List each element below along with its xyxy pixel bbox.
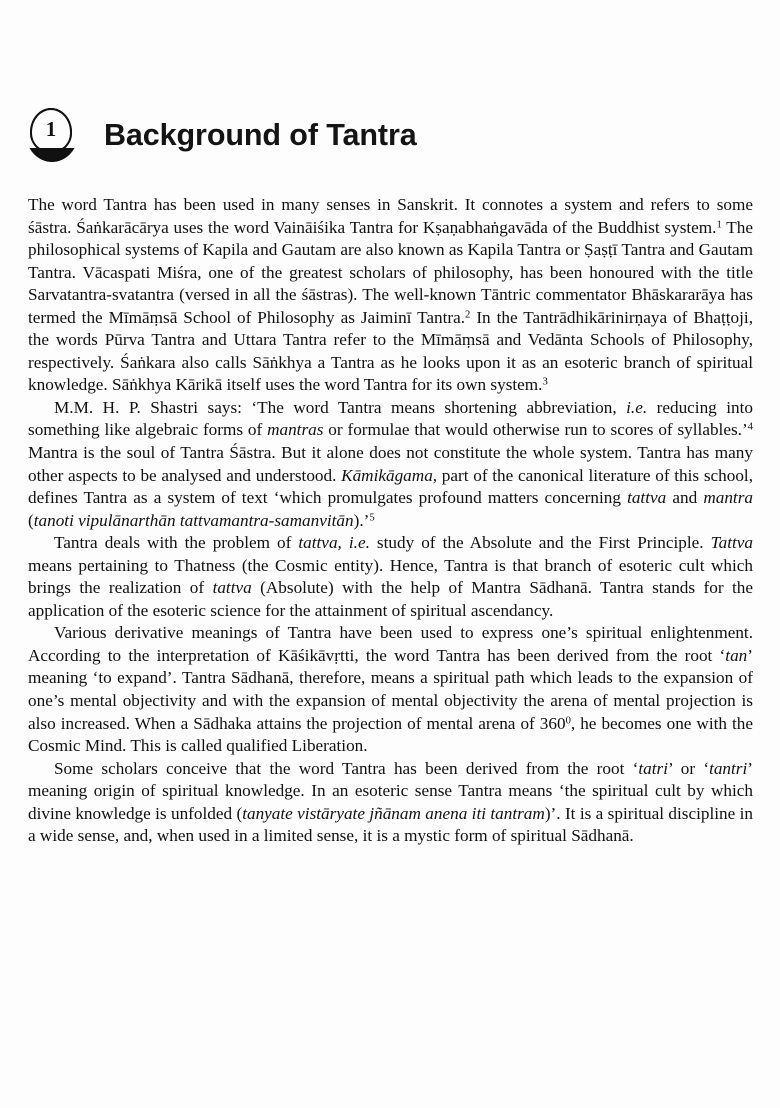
paragraph-3: Tantra deals with the problem of tattva, i.e. study of the Absolute and the First Principle. Tattva means pertaining to Thatness (the Cosmic entity). Hence, Tantra is that branch of esoteric cult which brings the realization of tattva (Absolute) with the help of Mantra Sādhanā. Tantra stands for the application of the esoteric science for the attainment of spiritual ascendancy.	[28, 533, 753, 620]
paragraph-5: Some scholars conceive that the word Tantra has been derived from the root ‘tatri’ or ‘tantri’ meaning origin of spiritual knowledge. In an esoteric sense Tantra means ‘the spiritual cult by which divine knowledge is unfolded (tanyate vistāryate jñānam anena iti tantram)’. It is a spiritual discipline in a wide sense, and, when used in a limited sense, it is a mystic form of spiritual Sādhanā.	[28, 758, 753, 846]
paragraph-1: The word Tantra has been used in many senses in Sanskrit. It connotes a system and refers to some śāstra. Śaṅkarācārya uses the word Vaināiśika Tantra for Kṣaṇabhaṅgavāda of the Buddhist system.$^1$ The philosophical systems of Kapila and Gautam are also known as Kapila Tantra or Ṣaṣṭī Tantra and Gautam Tantra. Vācaspati Miśra, one of the greatest scholars of philosophy, has been honoured with the title Sarvatantra-svatantra (versed in all the śāstras). The well-known Tāntric commentator Bhāskararāya has termed the Mīmāṃsā School of Philosophy as Jaiminī Tantra.$^2$ In the Tantrādhikārinirṇaya of Bhaṭṭoji, the words Pūrva Tantra and Uttara Tantra refer to the Mīmāṃsā and Vedānta Schools of Philosophy, respectively. Śaṅkara also calls Sāṅkhya a Tantra as he looks upon it as an esoteric branch of spiritual knowledge. Sāṅkhya Kārikā itself uses the word Tantra for its own system.$^3$	[28, 195, 753, 395]
paragraph-4: Various derivative meanings of Tantra have been used to express one’s spiritual enlightenment. According to the interpretation of Kāśikāvṛtti, the word Tantra has been derived from the root ‘tan’ meaning ‘to expand’. Tantra Sādhanā, therefore, means a spiritual path which leads to the expansion of one’s mental objectivity and with the expansion of mental objectivity the arena of mental projection is also increased. When a Sādhaka attains the projection of mental arena of $360^0$, he becomes one with the Cosmic Mind. This is called qualified Liberation.	[28, 623, 754, 756]
chapter-number-badge	[26, 107, 78, 163]
paragraph-2: M.M. H. P. Shastri says: ‘The word Tantra means shortening abbreviation, i.e. reducing into something like algebraic forms of mantras or formulae that would otherwise run to scores of syllables.’$^4$ Mantra is the soul of Tantra Śāstra. But it alone does not constitute the whole system. Tantra has many other aspects to be analysed and understood. Kāmikāgama, part of the canonical literature of this school, defines Tantra as a system of text ‘which promulgates profound matters concerning tattva and mantra (tanoti vipulānarthān tattvamantra-samanvitān).’$^5$	[28, 397, 753, 530]
chapter-header	[26, 104, 726, 166]
page-title: Background of Tantra	[104, 117, 417, 152]
chapter-number: 1	[45, 116, 57, 141]
body-text-column	[28, 194, 753, 848]
